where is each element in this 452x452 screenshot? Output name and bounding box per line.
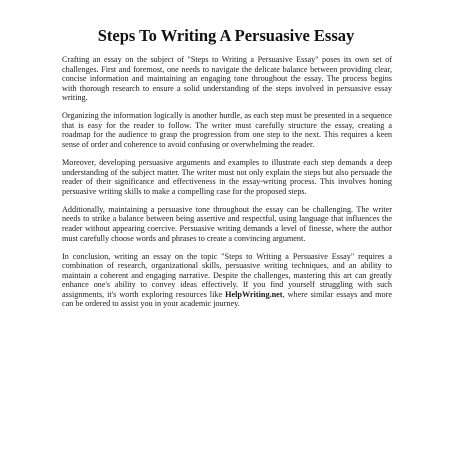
- paragraph-intro: Crafting an essay on the subject of "Steps to Writing a Persuasive Essay" poses its own set of challenges. First and foremost, one needs to navigate the delicate balance between providing clear, concise information and maintaining an engaging tone throughout the essay. The process begins with thorough research to ensure a solid understanding of the steps involved in persuasive essay writing.: [62, 55, 392, 103]
- conclusion-text-before-link: In conclusion, writing an essay on the topic "Steps to Writing a Persuasive Essay" requires a combination of research, organizational skills, persuasive writing techniques, and an ability to maintain a coherent and engaging narrative. Despite the challenges, mastering this art can greatly enhance one's ability to convey ideas effectively. If you find yourself struggling with such assignments, it's worth exploring resources like: [62, 251, 392, 299]
- conclusion-text-after-link: , where similar essays and more can be ordered to assist you in your academic journey.: [62, 289, 392, 309]
- document-body: [62, 55, 392, 318]
- document-title: Steps To Writing A Persuasive Essay: [97, 26, 355, 45]
- paragraph-arguments: Moreover, developing persuasive arguments and examples to illustrate each step demands a deep understanding of the subject matter. The writer must not only explain the steps but also persuade the reader of their significance and effectiveness in the essay-writing process. This involves honing persuasive writing skills to make a compelling case for the proposed steps.: [62, 158, 392, 196]
- paragraph-organizing: Organizing the information logically is another hurdle, as each step must be presented in a sequence that is easy for the reader to follow. The writer must carefully structure the essay, creating a roadmap for the audience to grasp the progression from one step to the next. This requires a keen sense of order and coherence to avoid confusing or overwhelming the reader.: [62, 111, 392, 149]
- paragraph-tone: Additionally, maintaining a persuasive tone throughout the essay can be challenging. The writer needs to strike a balance between being assertive and respectful, using language that influences the reader without appearing coercive. Persuasive writing demands a level of finesse, where the author must carefully choose words and phrases to create a convincing argument.: [62, 204, 392, 243]
- paragraph-conclusion: [62, 252, 392, 309]
- helpwriting-link[interactable]: HelpWriting.net: [225, 289, 283, 299]
